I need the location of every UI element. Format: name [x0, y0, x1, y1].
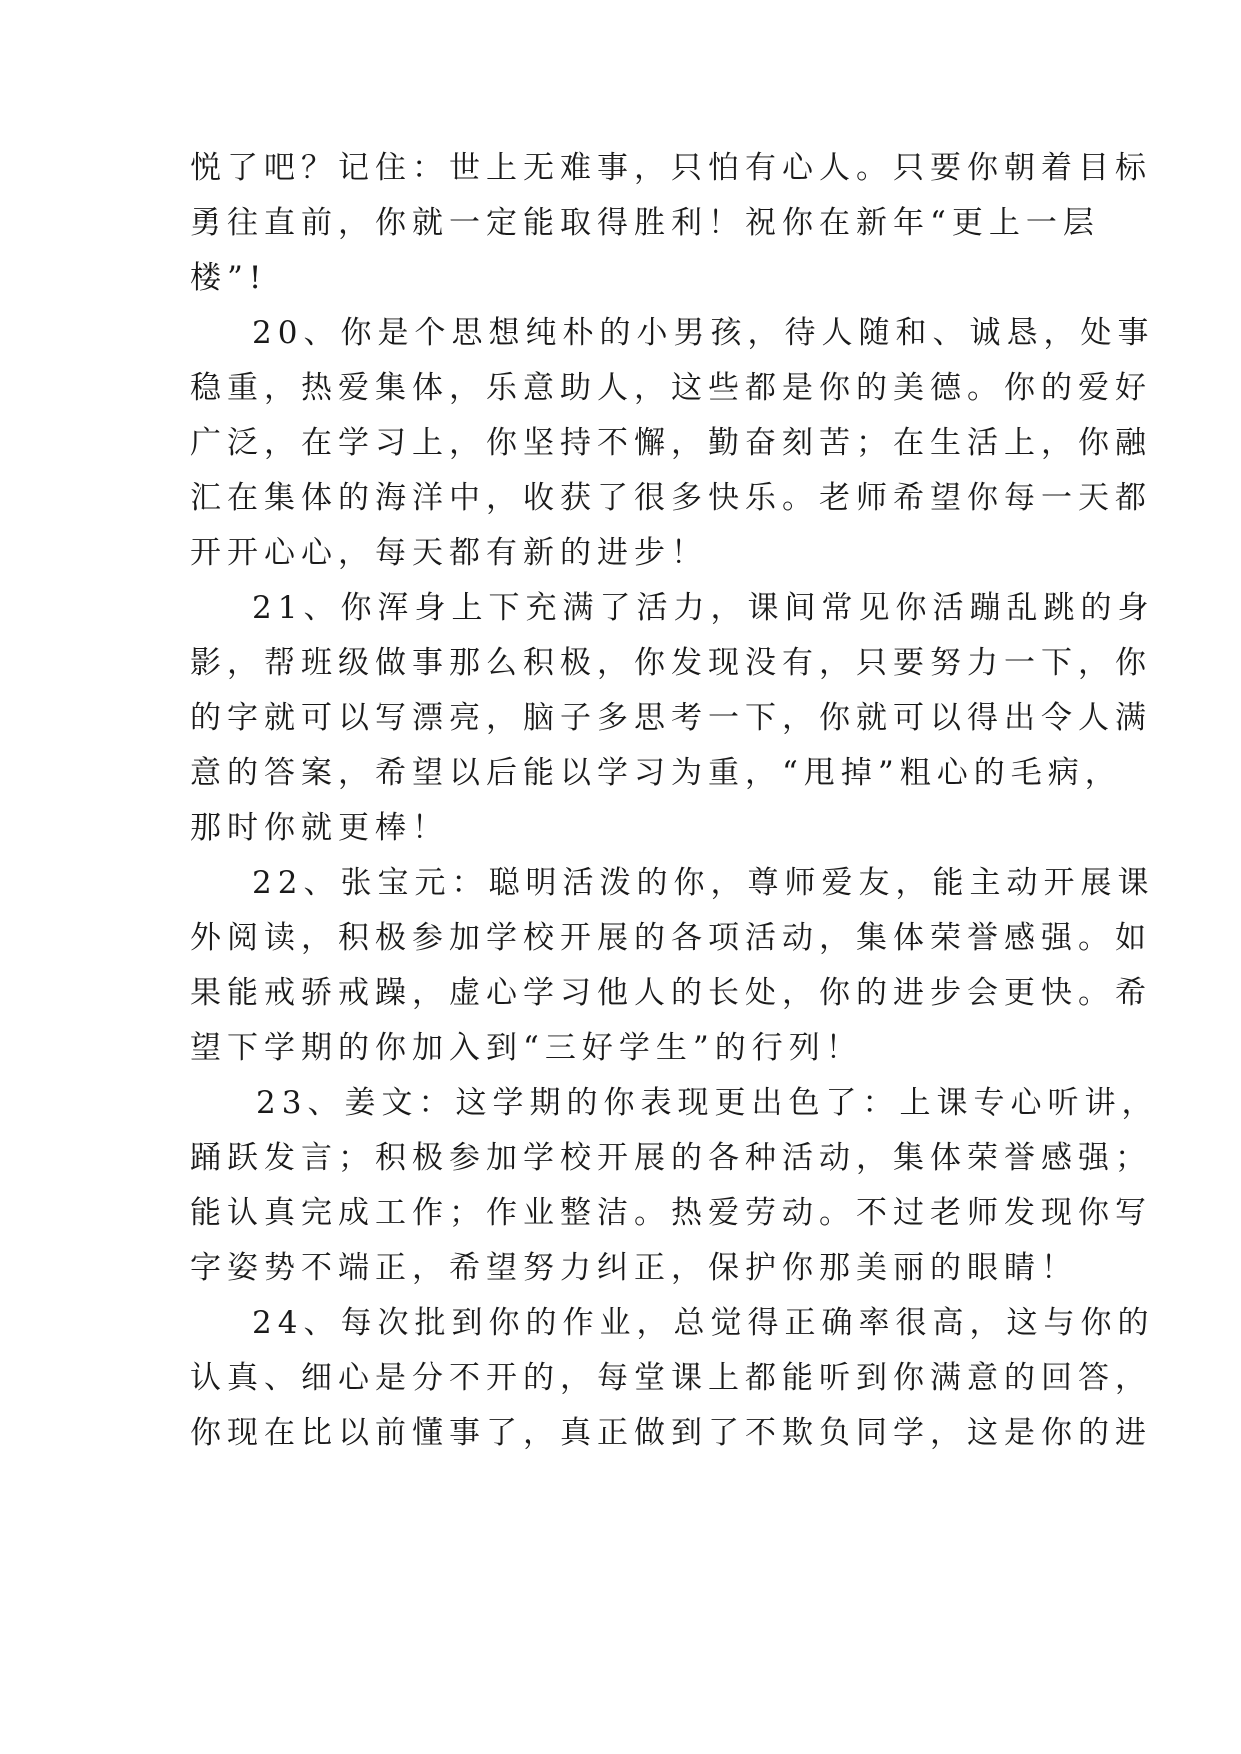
text-line: 开开心心，每天都有新的进步！: [190, 535, 708, 571]
paragraph-start-20: 20、你是个思想纯朴的小男孩，待人随和、诚恳，处事: [252, 315, 1155, 351]
paragraph-start-24: 24、每次批到你的作业，总觉得正确率很高，这与你的: [252, 1305, 1155, 1341]
text-line: 的字就可以写漂亮，脑子多思考一下，你就可以得出令人满: [190, 700, 1152, 736]
text-line: 望下学期的你加入到“三好学生”的行列！: [190, 1030, 863, 1066]
text-line: 踊跃发言；积极参加学校开展的各种活动，集体荣誉感强；: [190, 1140, 1152, 1176]
text-line: 认真、细心是分不开的，每堂课上都能听到你满意的回答，: [190, 1360, 1152, 1396]
text-line: 能认真完成工作；作业整洁。热爱劳动。不过老师发现你写: [190, 1195, 1152, 1231]
text-line: 果能戒骄戒躁，虚心学习他人的长处，你的进步会更快。希: [190, 975, 1152, 1011]
text-line: 意的答案，希望以后能以学习为重，“甩掉”粗心的毛病，: [190, 755, 1122, 791]
text-line: 悦了吧？记住：世上无难事，只怕有心人。只要你朝着目标: [190, 150, 1152, 186]
text-line: 字姿势不端正，希望努力纠正，保护你那美丽的眼睛！: [190, 1250, 1078, 1286]
text-line: 广泛，在学习上，你坚持不懈，勤奋刻苦；在生活上，你融: [190, 425, 1152, 461]
paragraph-start-22: 22、张宝元：聪明活泼的你，尊师爱友，能主动开展课: [252, 865, 1155, 901]
text-line: 勇往直前，你就一定能取得胜利！祝你在新年“更上一层: [190, 205, 1100, 241]
text-line: 楼”!: [190, 260, 268, 296]
text-line: 你现在比以前懂事了，真正做到了不欺负同学，这是你的进: [190, 1415, 1152, 1451]
text-line: 那时你就更棒！: [190, 810, 449, 846]
text-line: 外阅读，积极参加学校开展的各项活动，集体荣誉感强。如: [190, 920, 1152, 956]
text-line: 稳重，热爱集体，乐意助人，这些都是你的美德。你的爱好: [190, 370, 1152, 406]
paragraph-start-23: 23、姜文：这学期的你表现更出色了：上课专心听讲，: [256, 1085, 1159, 1121]
text-line: 影，帮班级做事那么积极，你发现没有，只要努力一下，你: [190, 645, 1152, 681]
paragraph-start-21: 21、你浑身上下充满了活力，课间常见你活蹦乱跳的身: [252, 590, 1155, 626]
text-line: 汇在集体的海洋中，收获了很多快乐。老师希望你每一天都: [190, 480, 1152, 516]
